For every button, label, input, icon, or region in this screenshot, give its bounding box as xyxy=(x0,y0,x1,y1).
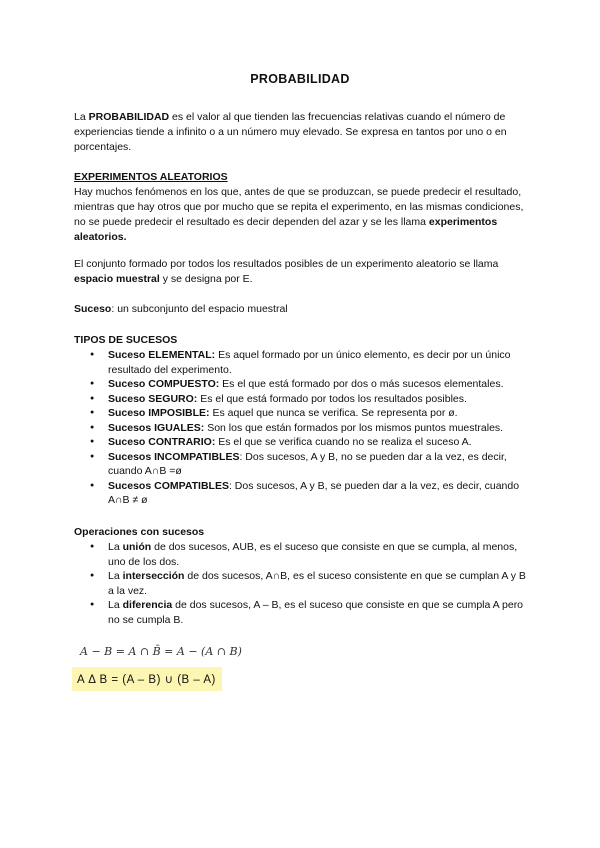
list-item xyxy=(74,598,534,627)
item-text: Es el que está formado por dos o más sucesos elementales. xyxy=(219,378,504,390)
item-term: Suceso SEGURO: xyxy=(108,392,198,405)
suceso-text: : un subconjunto del espacio muestral xyxy=(111,303,288,315)
item-term: intersección xyxy=(122,570,185,582)
item-term: Sucesos COMPATIBLES xyxy=(108,479,229,492)
list-item xyxy=(74,450,534,479)
list-item xyxy=(74,435,534,450)
experimentos-heading: EXPERIMENTOS ALEATORIOS xyxy=(74,171,228,183)
item-text: Son los que están formados por los mismos puntos muestrales. xyxy=(204,421,504,434)
item-term: Sucesos INCOMPATIBLES xyxy=(108,450,240,463)
symmetric-difference-formula: A Δ B = (A – B) ∪ (B – A) xyxy=(72,667,222,691)
item-term: Sucesos IGUALES: xyxy=(108,421,205,434)
page-title: PROBABILIDAD xyxy=(250,72,350,86)
item-term: Suceso CONTRARIO: xyxy=(108,436,216,448)
list-item xyxy=(74,479,534,508)
suceso-term: Suceso xyxy=(74,303,112,315)
experimentos-term: experimentos aleatorios. xyxy=(74,216,498,243)
item-text: Es aquel que nunca se verifica. Se representa por ø. xyxy=(209,407,458,419)
espacio-term: espacio muestral xyxy=(74,273,160,285)
item-prefix: La xyxy=(108,541,123,553)
item-text: : Dos sucesos, A y B, se pueden dar a la vez, es decir, cuando A∩B ≠ ø xyxy=(108,479,520,506)
list-item xyxy=(74,540,534,569)
experimentos-section xyxy=(74,170,534,245)
item-term: Suceso ELEMENTAL: xyxy=(108,349,216,361)
item-prefix: La xyxy=(108,599,123,611)
list-item xyxy=(74,348,534,377)
espacio-text-2: y se designa por E. xyxy=(159,273,253,285)
item-text: de dos sucesos, A – B, es el suceso que consiste en que se cumpla A pero no se cumpla B. xyxy=(108,599,524,626)
tipos-list xyxy=(74,348,534,508)
espacio-text-1: El conjunto formado por todos los resultados posibles de un experimento aleatorio se llama xyxy=(74,258,499,270)
tipos-heading: TIPOS DE SUCESOS xyxy=(74,334,178,346)
list-item xyxy=(74,406,534,421)
intro-term: PROBABILIDAD xyxy=(88,111,170,123)
item-text: de dos sucesos, A∩B, es el suceso consistente en que se cumplan A y B a la vez. xyxy=(108,570,526,597)
experimentos-paragraph xyxy=(74,185,534,245)
item-term: diferencia xyxy=(122,599,173,611)
intro-paragraph xyxy=(74,110,534,155)
list-item xyxy=(74,377,534,392)
intro-text-1: La xyxy=(74,111,89,123)
espacio-paragraph xyxy=(74,257,534,287)
list-item xyxy=(74,421,534,436)
item-text: Es el que está formado por todos los resultados posibles. xyxy=(197,392,467,405)
item-text: Es aquel formado por un único elemento, es decir por un único resultado del experimento. xyxy=(108,349,511,376)
difference-formula: A − B = A ∩ B̄ = A − (A ∩ B) xyxy=(80,645,242,658)
intro-text-2: es el valor al que tienden las frecuencias relativas cuando el número de experiencias tiende a infinito o a un número muy elevado. Se expresa en tantos por uno o en porcentajes. xyxy=(74,111,507,153)
item-term: unión xyxy=(122,541,152,553)
suceso-definition xyxy=(74,302,534,317)
experimentos-text: Hay muchos fenómenos en los que, antes de que se produzcan, se puede predecir el resultado, mientras que hay otros que por mucho que se repita el experimento, en las mismas condiciones, no se puede predecir el resultado es decir dependen del azar y se les llama xyxy=(74,186,524,228)
item-text: : Dos sucesos, A y B, no se pueden dar a la vez, es decir, cuando A∩B =ø xyxy=(108,450,507,477)
list-item xyxy=(74,569,534,598)
item-term: Suceso COMPUESTO: xyxy=(108,378,220,390)
list-item xyxy=(74,392,534,407)
item-prefix: La xyxy=(108,570,123,582)
operaciones-heading: Operaciones con sucesos xyxy=(74,526,205,538)
operaciones-list xyxy=(74,540,534,627)
item-text: Es el que se verifica cuando no se realiza el suceso A. xyxy=(215,436,472,448)
item-term: Suceso IMPOSIBLE: xyxy=(108,407,210,419)
item-text: de dos sucesos, AUB, es el suceso que consiste en que se cumpla, al menos, uno de los dos. xyxy=(108,541,518,568)
